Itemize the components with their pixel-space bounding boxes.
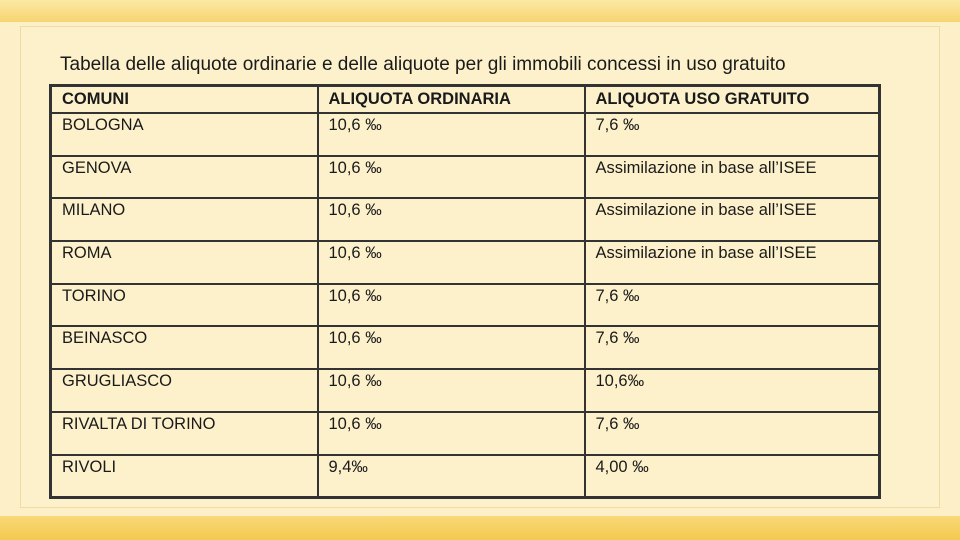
- cell-aliquota-uso-gratuito: 7,6 ‰: [585, 284, 880, 327]
- cell-aliquota-ordinaria: 10,6 ‰: [318, 113, 585, 156]
- cell-comune: BEINASCO: [51, 326, 318, 369]
- table-row: [51, 241, 880, 284]
- cell-aliquota-ordinaria: 10,6 ‰: [318, 241, 585, 284]
- cell-comune: RIVOLI: [62, 457, 117, 476]
- cell-aliquota-uso-gratuito: Assimilazione in base all’ISEE: [585, 156, 880, 199]
- header-aliquota-ordinaria: ALIQUOTA ORDINARIA: [318, 86, 585, 114]
- slide-title: Tabella delle aliquote ordinarie e delle aliquote per gli immobili concessi in uso gratuito: [60, 54, 786, 75]
- table-row: [51, 198, 880, 241]
- header-aliquota-uso-gratuito: ALIQUOTA USO GRATUITO: [585, 86, 880, 114]
- cell-aliquota-uso-gratuito: 10,6‰: [585, 369, 880, 412]
- cell-aliquota-ordinaria: 10,6 ‰: [318, 326, 585, 369]
- cell-aliquota-uso-gratuito: Assimilazione in base all’ISEE: [585, 198, 880, 241]
- table-header-row: [51, 86, 880, 114]
- table-row: [51, 455, 880, 498]
- top-decorative-band: [0, 0, 960, 22]
- cell-aliquota-uso-gratuito: 7,6 ‰: [585, 113, 880, 156]
- cell-comune: ROMA: [51, 241, 318, 284]
- cell-aliquota-ordinaria: 10,6 ‰: [318, 412, 585, 455]
- tax-rates-table: [49, 84, 881, 499]
- cell-aliquota-ordinaria: 10,6 ‰: [318, 156, 585, 199]
- table-row: [51, 326, 880, 369]
- bottom-decorative-band: [0, 516, 960, 540]
- table-row: [51, 113, 880, 156]
- table-row: [51, 284, 880, 327]
- cell-comune: GENOVA: [51, 156, 318, 199]
- cell-comune: TORINO: [51, 284, 318, 327]
- table-row: [51, 412, 880, 455]
- cell-comune: GRUGLIASCO: [51, 369, 318, 412]
- cell-aliquota-ordinaria: 10,6 ‰: [318, 198, 585, 241]
- table-row: [51, 156, 880, 199]
- cell-aliquota-ordinaria: 9,4‰: [318, 455, 585, 498]
- cell-comune: RIVALTA DI TORINO: [51, 412, 318, 455]
- table-row: [51, 369, 880, 412]
- cell-aliquota-uso-gratuito: 7,6 ‰: [585, 326, 880, 369]
- cell-comune: MILANO: [51, 198, 318, 241]
- cell-aliquota-ordinaria: 10,6 ‰: [318, 369, 585, 412]
- cell-comune: BOLOGNA: [51, 113, 318, 156]
- cell-aliquota-uso-gratuito: Assimilazione in base all’ISEE: [585, 241, 880, 284]
- header-comuni: COMUNI: [51, 86, 318, 114]
- cell-aliquota-uso-gratuito: 4,00 ‰: [585, 455, 880, 498]
- cell-aliquota-ordinaria: 10,6 ‰: [318, 284, 585, 327]
- cell-aliquota-uso-gratuito: 7,6 ‰: [585, 412, 880, 455]
